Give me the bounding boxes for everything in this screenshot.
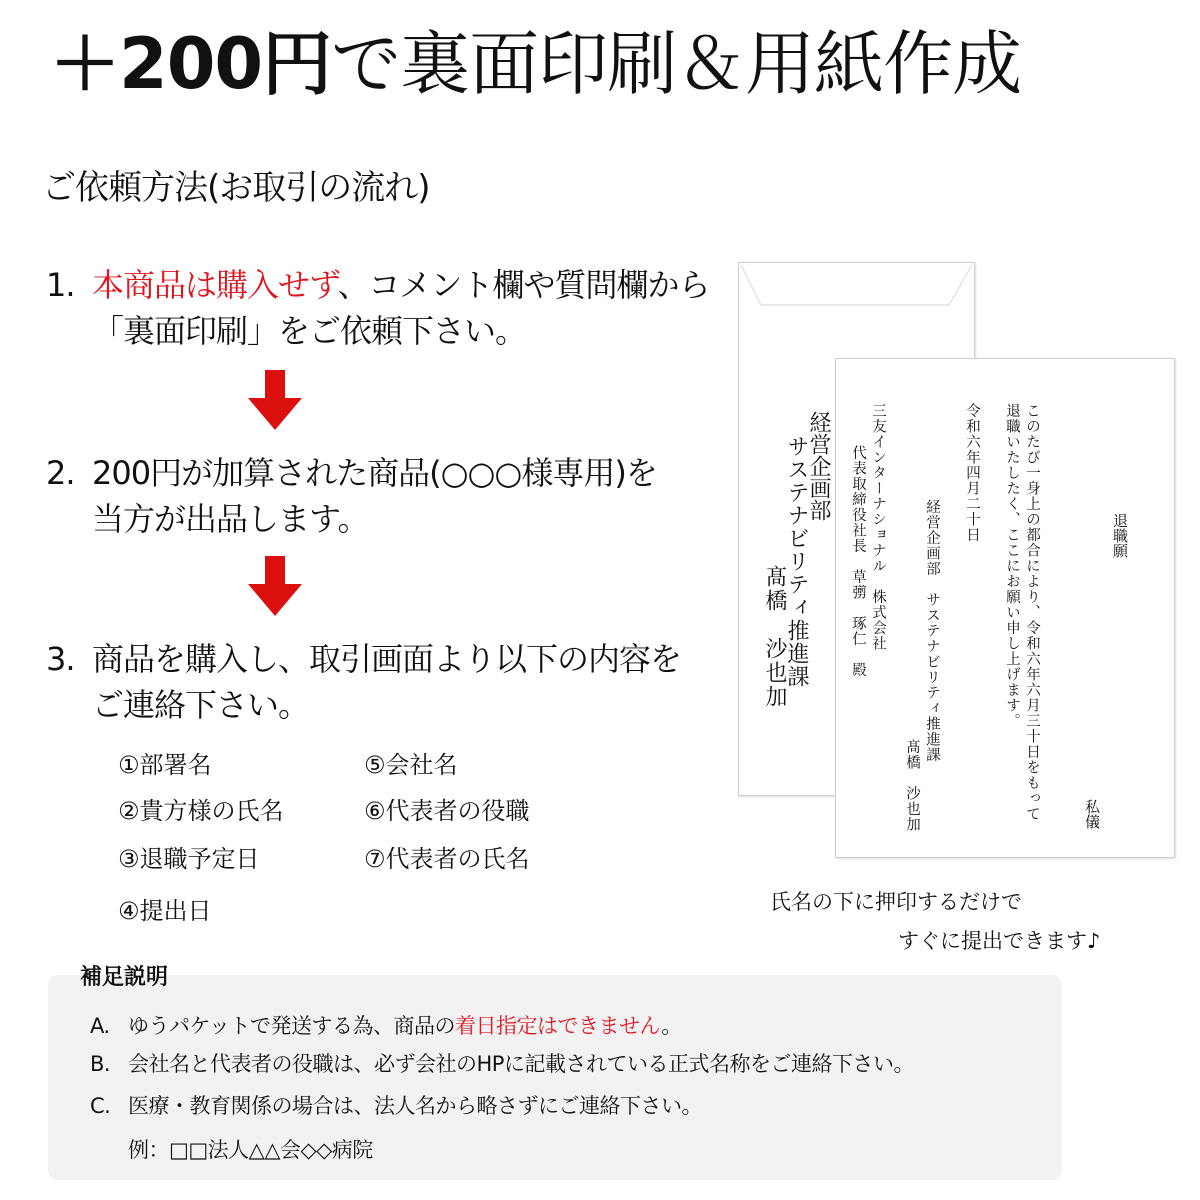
letter-company: 三友インターナショナル 株式会社 bbox=[870, 403, 886, 651]
letter-watakushi: 私儀 bbox=[1083, 799, 1101, 829]
letter-body-line2: 退職いたしたく、ここにお願い申し上げます。 bbox=[1004, 403, 1020, 729]
step-number: 2. bbox=[46, 454, 75, 492]
note-a bbox=[90, 1010, 682, 1040]
note-example: 例：□□法人△△会◇◇病院 bbox=[128, 1138, 373, 1162]
sample-caption-line1: 氏名の下に押印するだけで bbox=[770, 890, 1022, 914]
note-label: B. bbox=[90, 1052, 111, 1076]
letter-body-line1: このたび一身上の都合により、令和六年六月三十日をもって bbox=[1024, 403, 1040, 822]
section-heading: ご依頼方法(お取引の流れ) bbox=[42, 168, 430, 208]
step-text: 、コメント欄や質問欄から bbox=[337, 266, 710, 304]
title-text: で裏面印刷＆用紙作成 bbox=[331, 23, 1022, 105]
letter-name: 髙橋 沙也加 bbox=[904, 739, 920, 832]
step-number: 3. bbox=[46, 640, 75, 678]
letter-title: 退職願 bbox=[1111, 513, 1129, 558]
note-c bbox=[90, 1090, 702, 1120]
arrow-down-icon bbox=[248, 370, 302, 430]
sample-caption-line2: すぐに提出できます♪ bbox=[898, 929, 1101, 953]
envelope-flap bbox=[739, 263, 974, 307]
note-label: A. bbox=[90, 1014, 110, 1038]
note-text: 。 bbox=[661, 1014, 682, 1038]
list-item: ④提出日 bbox=[118, 897, 212, 925]
note-warning: 着日指定はできません bbox=[454, 1014, 662, 1038]
step-text: 200円が加算された商品(○○○様専用)を bbox=[92, 454, 657, 492]
step-text: 商品を購入し、取引画面より以下の内容を bbox=[92, 640, 682, 678]
step-warning: 本商品は購入せず bbox=[92, 266, 338, 304]
list-item: ⑦代表者の氏名 bbox=[364, 845, 530, 873]
step-text: 「裏面印刷」をご依頼下さい。 bbox=[92, 312, 527, 350]
notes-title: 補足説明 bbox=[80, 965, 169, 990]
letter-dept-section: 経営企画部 サステナビリティ推進課 bbox=[924, 499, 940, 763]
letter-sample bbox=[835, 358, 1175, 858]
step-2 bbox=[46, 450, 657, 542]
note-text: 会社名と代表者の役職は、必ず会社のHPに記載されている正式名称をご連絡下さい。 bbox=[128, 1052, 914, 1076]
title-price: ＋200円 bbox=[50, 23, 332, 105]
note-label: C. bbox=[90, 1094, 111, 1118]
page-title bbox=[50, 22, 1021, 106]
list-item: ⑤会社名 bbox=[364, 751, 458, 779]
envelope-section: サステナビリティ推進課 bbox=[784, 435, 809, 688]
list-item: ②貴方様の氏名 bbox=[118, 797, 284, 825]
arrow-down-icon bbox=[248, 556, 302, 616]
list-item: ①部署名 bbox=[118, 751, 212, 779]
step-3 bbox=[46, 636, 681, 728]
note-text: 医療・教育関係の場合は、法人名から略さずにご連絡下さい。 bbox=[128, 1094, 702, 1118]
note-text: ゆうパケットで発送する為、商品の bbox=[128, 1014, 455, 1038]
step-text: ご連絡下さい。 bbox=[92, 686, 310, 724]
list-item: ⑥代表者の役職 bbox=[364, 797, 530, 825]
list-item: ③退職予定日 bbox=[118, 845, 260, 873]
step-number: 1. bbox=[46, 266, 75, 304]
envelope-dept: 経営企画部 bbox=[806, 411, 831, 521]
note-b bbox=[90, 1048, 914, 1078]
letter-representative: 代表取締役社長 草彅 琢仁 殿 bbox=[850, 445, 866, 678]
letter-date: 令和六年四月二十日 bbox=[964, 403, 980, 543]
step-1 bbox=[46, 262, 709, 354]
step-text: 当方が出品します。 bbox=[92, 500, 369, 538]
envelope-name: 髙橋 沙也加 bbox=[762, 565, 787, 709]
